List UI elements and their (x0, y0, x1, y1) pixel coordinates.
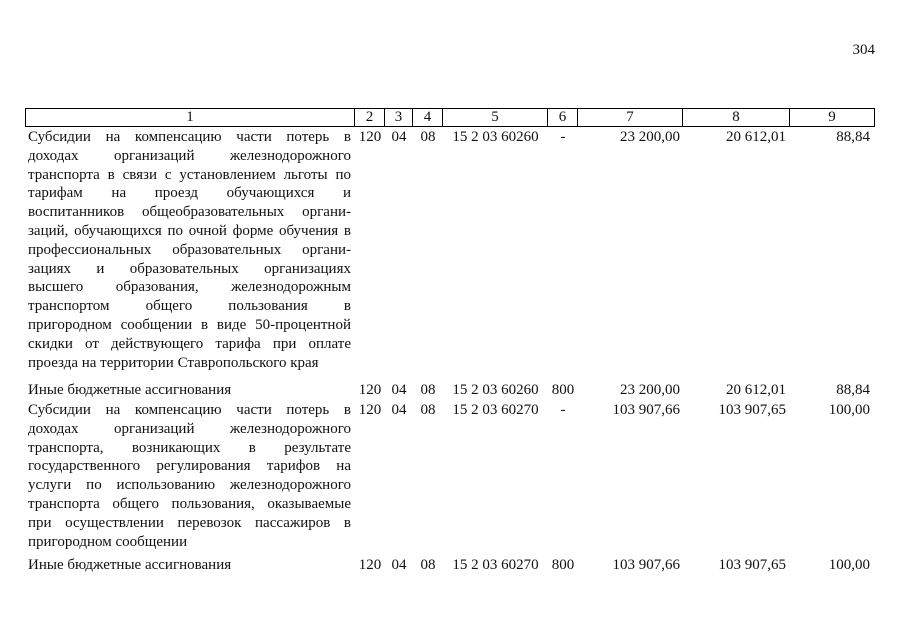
description-line: транспорта общего пользования, оказываемые (28, 495, 351, 512)
description-line: проезда на территории Ставропольского края (28, 354, 319, 371)
description-line: воспитанников общеобразовательных органи- (28, 204, 351, 221)
value-cell-7: 103 907,66 (612, 557, 680, 573)
description-line: доходах организаций железнодорожного (28, 420, 351, 437)
value-cell-4: 08 (420, 382, 436, 398)
value-cell-3: 04 (391, 129, 407, 145)
description-line: Субсидии на компенсацию части потерь в (28, 129, 351, 145)
description-line: заций, обучающихся по очной форме обучения в (28, 222, 351, 239)
header-cell-1: 1 (26, 109, 355, 126)
description-line: профессиональных образовательных органи- (28, 241, 351, 258)
table-header-row (25, 108, 875, 127)
value-cell-2: 120 (358, 402, 382, 418)
value-cell-9: 100,00 (828, 402, 870, 418)
header-cell-8: 8 (683, 109, 790, 126)
description-line: пригородном сообщении в виде 50-процентной (28, 316, 351, 333)
description-line: транспортом общего пользования в (28, 298, 351, 315)
value-cell-6: - (560, 402, 566, 418)
value-cell-5: 15 2 03 60270 (452, 557, 539, 573)
description-line: тарифам на проезд обучающихся и (28, 185, 351, 202)
value-cell-3: 04 (391, 402, 407, 418)
header-cell-5: 5 (443, 109, 548, 126)
description-line: при осуществлении перевозок пассажиров в (28, 514, 351, 531)
header-cell-6: 6 (548, 109, 578, 126)
header-cell-9: 9 (828, 109, 836, 125)
value-cell-7: 103 907,66 (612, 402, 680, 418)
header-cell-4: 4 (413, 109, 443, 126)
value-cell-3: 04 (391, 557, 407, 573)
description-line: скидки от действующего тарифа при оплате (28, 335, 351, 352)
description-line: Субсидии на компенсацию части потерь в (28, 402, 351, 418)
table-row (26, 381, 874, 400)
value-cell-5: 15 2 03 60260 (452, 129, 539, 145)
table-row (26, 128, 874, 372)
value-cell-4: 08 (420, 557, 436, 573)
table-row (26, 401, 874, 551)
value-cell-6: 800 (551, 557, 575, 573)
description-line: высшего образования, железнодорожным (28, 279, 351, 296)
description-line: транспорта в связи с установлением льготы по (28, 166, 351, 183)
value-cell-4: 08 (420, 402, 436, 418)
value-cell-5: 15 2 03 60270 (452, 402, 539, 418)
value-cell-2: 120 (358, 129, 382, 145)
header-cell-7: 7 (578, 109, 683, 126)
description-line: Иные бюджетные ассигнования (28, 557, 232, 573)
header-cell-2: 2 (355, 109, 385, 126)
description-cell (26, 401, 355, 551)
description-cell (26, 556, 355, 575)
page-number: 304 (852, 42, 875, 58)
value-cell-3: 04 (391, 382, 407, 398)
description-line: пригородном сообщении (28, 533, 188, 550)
description-line: зациях и образовательных организациях (28, 260, 351, 277)
description-cell (26, 381, 355, 400)
table-row (26, 556, 874, 575)
value-cell-7: 23 200,00 (620, 382, 680, 398)
value-cell-8: 103 907,65 (718, 557, 786, 573)
value-cell-5: 15 2 03 60260 (452, 382, 539, 398)
description-line: услуги по использованию железнодорожного (28, 477, 351, 494)
header-cell-3: 3 (385, 109, 413, 126)
description-cell (26, 128, 355, 372)
value-cell-8: 20 612,01 (726, 129, 786, 145)
value-cell-6: - (560, 129, 566, 145)
value-cell-6: 800 (551, 382, 575, 398)
value-cell-2: 120 (358, 382, 382, 398)
value-cell-9: 88,84 (836, 382, 870, 398)
description-line: транспорта, возникающих в результате (28, 439, 351, 456)
value-cell-9: 88,84 (836, 129, 870, 145)
value-cell-2: 120 (358, 557, 382, 573)
value-cell-7: 23 200,00 (620, 129, 680, 145)
description-line: государственного регулирования тарифов на (28, 458, 351, 475)
value-cell-8: 103 907,65 (718, 402, 786, 418)
value-cell-4: 08 (420, 129, 436, 145)
value-cell-9: 100,00 (828, 557, 870, 573)
description-line: Иные бюджетные ассигнования (28, 382, 232, 398)
description-line: доходах организаций железнодорожного (28, 147, 351, 164)
value-cell-8: 20 612,01 (726, 382, 786, 398)
